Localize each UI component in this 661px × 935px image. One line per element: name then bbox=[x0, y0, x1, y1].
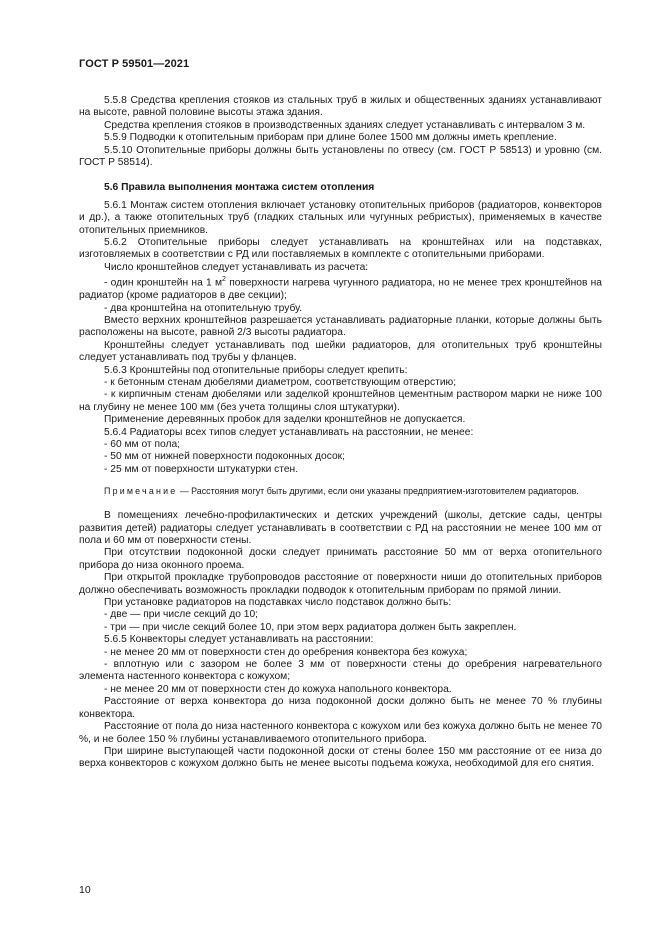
paragraph: Средства крепления стояков в производственных зданиях следует устанавливать с интервалом 3 м. bbox=[104, 119, 586, 131]
paragraph-5-6-2: 5.6.2 Отопительные приборы следует устанавливать на кронштейнах или на подставках, изготовляемых в соответствии с РД или поставляемых в комплекте с отопительными приборами. bbox=[79, 237, 602, 261]
document-header: ГОСТ Р 59501—2021 bbox=[79, 58, 190, 70]
paragraph-5-6-1: 5.6.1 Монтаж систем отопления включает установку отопительных приборов (радиаторов, конвекторов и др.), а также отопительных труб (гладких стальных или чугунных ребристых), применяемых в качестве отопительных приемников. bbox=[79, 199, 602, 236]
paragraph-5-5-10: 5.5.10 Отопительные приборы должны быть установлены по отвесу (см. ГОСТ Р 58513) и уровню (см. ГОСТ Р 58514). bbox=[79, 144, 602, 169]
list-item: - три — при числе секций более 10, при этом верх радиатора должен быть закреплен. bbox=[104, 621, 517, 633]
paragraph: При ширине выступающей части подоконной доски от стены более 150 мм расстояние от ее низа до верха конвекторов с кожухом должно быть не менее высоты подъема кожуха, необходимой для его снятия. bbox=[79, 745, 602, 770]
note-lead: Примечание bbox=[104, 486, 178, 497]
paragraph-5-6-5: 5.6.5 Конвекторы следует устанавливать на расстоянии: bbox=[104, 634, 374, 646]
list-item: - не менее 20 мм от поверхности стен до кожуха напольного конвектора. bbox=[104, 683, 452, 695]
note-text: — Расстояния могут быть другими, если они указаны предприятием-изготовителем радиаторов. bbox=[177, 486, 579, 497]
paragraph: При отсутствии подоконной доски следует принимать расстояние 50 мм от верха отопительного прибора до низа оконного проема. bbox=[79, 547, 602, 571]
document-body bbox=[79, 95, 602, 771]
paragraph: Расстояние от пола до низа настенного конвектора с кожухом или без кожуха должно быть не менее 70 %, и не более 150 % глубины устанавливаемого отопительного прибора. bbox=[79, 721, 602, 745]
list-item-text: - один кронштейн на 1 м bbox=[104, 277, 223, 289]
note bbox=[79, 486, 602, 497]
list-item: - вплотную или с зазором не более 3 мм от поверхности стены до оребрения нагревательного элемента настенного конвектора с кожухом; bbox=[79, 659, 602, 683]
list-item: - 60 мм от пола; bbox=[104, 438, 181, 450]
paragraph: При установке радиаторов на подставках число подставок должно быть: bbox=[104, 597, 452, 609]
list-item-text: поверхности нагрева чугунного радиатора, но не менее трех кронштейнов на радиатор (кроме радиаторов в две секции); bbox=[79, 277, 602, 302]
page-number: 10 bbox=[79, 884, 91, 896]
paragraph: Применение деревянных пробок для заделки кронштейнов не допускается. bbox=[104, 414, 466, 426]
paragraph-5-5-9: 5.5.9 Подводки к отопительным приборам при длине более 1500 мм должны иметь крепление. bbox=[104, 132, 557, 144]
list-item: - к кирпичным стенам дюбелями или заделкой кронштейнов цементным раствором марки не ниже 100 на глубину не менее 100 мм (без учета толщины слоя штукатурки). bbox=[79, 389, 602, 413]
list-item: - 25 мм от поверхности штукатурки стен. bbox=[104, 463, 299, 475]
list-item: - два кронштейна на отопительную трубу. bbox=[104, 302, 303, 314]
superscript: 2 bbox=[222, 276, 226, 284]
paragraph-5-5-8: 5.5.8 Средства крепления стояков из стальных труб в жилых и общественных зданиях устанавливают на высоте, равной половине высоты этажа здания. bbox=[79, 95, 602, 119]
list-item: - к бетонным стенам дюбелями диаметром, соответствующим отверстию; bbox=[104, 376, 457, 388]
paragraph-5-6-4: 5.6.4 Радиаторы всех типов следует устанавливать на расстоянии, не менее: bbox=[104, 426, 474, 438]
paragraph: При открытой прокладке трубопроводов расстояние от поверхности ниши до отопительных приборов должно обеспечивать возможность прокладки подводок к отопительным приборам по прямой линии. bbox=[79, 572, 602, 596]
list-item: - 50 мм от нижней поверхности подоконных досок; bbox=[104, 451, 346, 463]
paragraph: Число кронштейнов следует устанавливать из расчета: bbox=[104, 261, 369, 273]
section-heading-5-6: 5.6 Правила выполнения монтажа систем отопления bbox=[104, 182, 375, 194]
paragraph: В помещениях лечебно-профилактических и детских учреждений (школы, детские сады, центры развития детей) радиаторы следует устанавливать в соответствии с РД на расстоянии не менее 100 мм от пола и 60 мм от поверхности стены. bbox=[79, 510, 602, 546]
list-item bbox=[79, 274, 602, 302]
paragraph-5-6-3: 5.6.3 Кронштейны под отопительные приборы следует крепить: bbox=[104, 364, 408, 376]
paragraph: Расстояние от верха конвектора до низа подоконной доски должно быть не менее 70 % глубины конвектора. bbox=[79, 696, 602, 720]
paragraph: Вместо верхних кронштейнов разрешается устанавливать радиаторные планки, которые должны быть расположены на высоте, равной 2/3 высоты радиатора. bbox=[79, 314, 602, 339]
list-item: - не менее 20 мм от поверхности стен до оребрения конвектора без кожуха; bbox=[104, 646, 468, 658]
paragraph: Кронштейны следует устанавливать под шейки радиаторов, для отопительных труб кронштейны следует устанавливать под трубы у фланцев. bbox=[79, 339, 602, 364]
list-item: - две — при числе секций до 10; bbox=[104, 609, 259, 621]
